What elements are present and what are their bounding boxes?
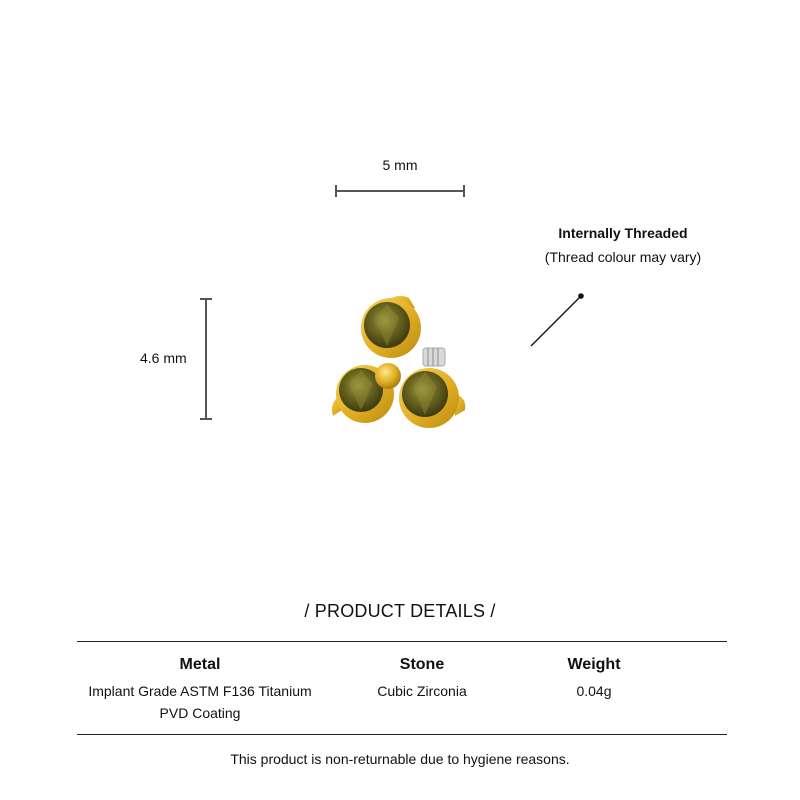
stone-right <box>399 368 459 428</box>
width-measure-line <box>330 183 470 199</box>
height-measure-line <box>198 296 214 422</box>
product-details-heading: / PRODUCT DETAILS / <box>304 601 496 621</box>
annotation-pointer-line <box>525 288 589 352</box>
thread-post <box>423 348 445 366</box>
details-top-divider <box>77 641 727 642</box>
hygiene-return-note: This product is non-returnable due to hygiene reasons. <box>230 751 570 767</box>
height-dimension-label: 4.6 mm <box>140 350 187 366</box>
stone-line-1: Cubic Zirconia <box>377 683 467 699</box>
width-dimension-label: 5 mm <box>382 157 418 173</box>
center-gold-ball <box>375 363 401 389</box>
metal-line-1: Implant Grade ASTM F136 Titanium <box>88 683 312 699</box>
stone-header: Stone <box>399 656 445 673</box>
product-image <box>325 290 475 435</box>
internally-threaded-label: Internally Threaded <box>558 225 688 241</box>
weight-line-1: 0.04g <box>576 683 612 699</box>
metal-column <box>80 656 320 724</box>
weight-column <box>534 656 654 702</box>
stone-top <box>361 298 421 358</box>
weight-header: Weight <box>567 656 621 673</box>
thread-colour-note: (Thread colour may vary) <box>544 249 702 265</box>
details-bottom-divider <box>77 734 727 735</box>
stone-column <box>322 656 522 702</box>
metal-header: Metal <box>179 656 221 673</box>
metal-line-2: PVD Coating <box>159 705 241 721</box>
